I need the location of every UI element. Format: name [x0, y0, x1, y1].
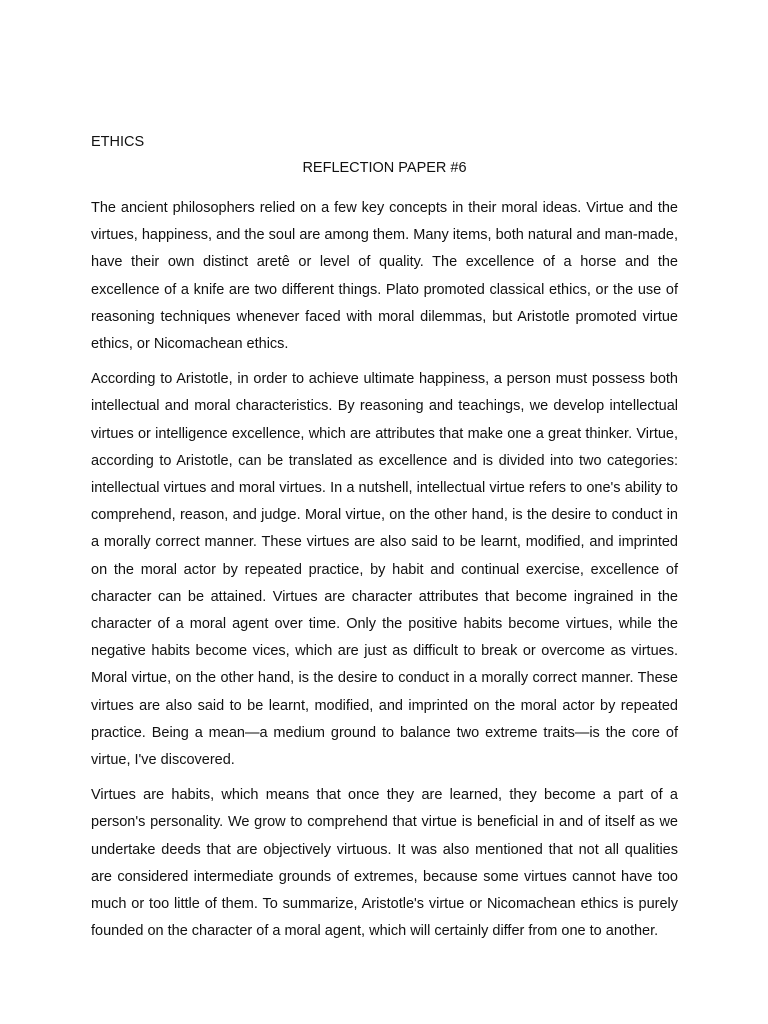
paragraph-2: According to Aristotle, in order to achieve ultimate happiness, a person must possess both intellectual and moral characteristics. By reasoning and teachings, we develop intellectual virtues or intelligence excellence, which are attributes that make one a great thinker. Virtue, according to Aristotle, can be translated as excellence and is divided into two categories: intellectual virtues and moral virtues. In a nutshell, intellectual virtue refers to one's ability to comprehend, reason, and judge. Moral virtue, on the other hand, is the desire to conduct in a morally correct manner. These virtues are also said to be learnt, modified, and imprinted on the moral actor by repeated practice, by habit and continual exercise, excellence of character can be attained. Virtues are character attributes that become ingrained in the character of a moral agent over time. Only the positive habits become virtues, while the negative habits become vices, which are just as difficult to break or overcome as virtues. Moral virtue, on the other hand, is the desire to conduct in a morally correct manner. These virtues are also said to be learnt, modified, and imprinted on the moral actor by repeated practice. Being a mean—a medium ground to balance two extreme traits—is the core of virtue, I've discovered. — [91, 371, 678, 769]
document-body — [91, 129, 678, 953]
paper-title: REFLECTION PAPER #6 — [302, 160, 467, 176]
course-label: ETHICS — [91, 134, 145, 150]
paragraph-1: The ancient philosophers relied on a few key concepts in their moral ideas. Virtue and the virtues, happiness, and the soul are among them. Many items, both natural and man-made, have their own distinct aretê or level of quality. The excellence of a horse and the excellence of a knife are two different things. Plato promoted classical ethics, or the use of reasoning techniques whenever faced with moral dilemmas, but Aristotle promoted virtue ethics, or Nicomachean ethics. — [91, 200, 678, 353]
paragraph-3: Virtues are habits, which means that once they are learned, they become a part of a person's personality. We grow to comprehend that virtue is beneficial in and of itself as we undertake deeds that are objectively virtuous. It was also mentioned that not all qualities are considered intermediate grounds of extremes, because some virtues cannot have too much or too little of them. To summarize, Aristotle's virtue or Nicomachean ethics is purely founded on the character of a moral agent, which will certainly differ from one to another. — [91, 787, 678, 940]
